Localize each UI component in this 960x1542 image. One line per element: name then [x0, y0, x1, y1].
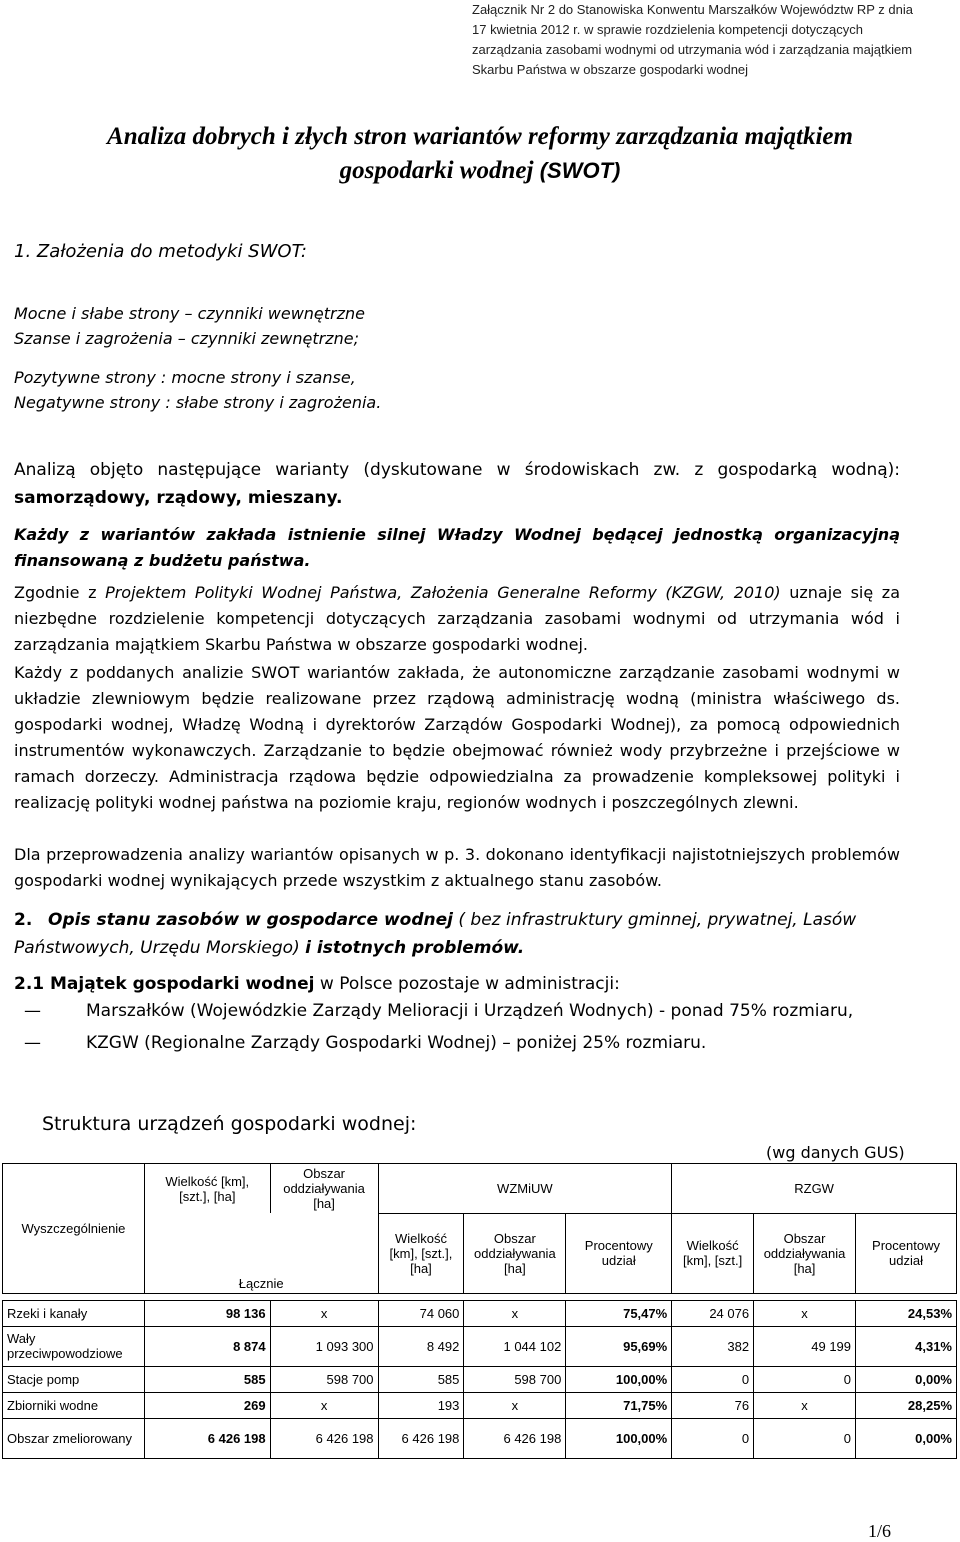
cell-wzmiuw-percent: 100,00%	[566, 1366, 672, 1392]
cell-rzgw-size: 76	[672, 1392, 754, 1418]
swot-line-1: Mocne i słabe strony – czynniki wewnętrzne	[14, 304, 365, 323]
row-label: Stacje pomp	[3, 1366, 145, 1392]
header-obszar-rzgw: Obszar oddziaływania [ha]	[754, 1213, 856, 1293]
table-separator	[3, 1293, 957, 1300]
cell-total-size: 6 426 198	[144, 1418, 270, 1458]
header-wielkosc-wzmiuw: Wielkość [km], [szt.], [ha]	[378, 1213, 464, 1293]
header-lacznie: Łącznie	[144, 1213, 378, 1293]
cell-wzmiuw-percent: 75,47%	[566, 1300, 672, 1326]
list-item	[14, 1029, 900, 1057]
cell-total-area: 1 093 300	[270, 1326, 378, 1366]
header-wzmiuw: WZMiUW	[378, 1164, 672, 1214]
header-obszar-wzmiuw: Obszar oddziaływania [ha]	[464, 1213, 566, 1293]
cell-wzmiuw-percent: 95,69%	[566, 1326, 672, 1366]
cell-rzgw-percent: 24,53%	[856, 1300, 957, 1326]
cell-rzgw-size: 0	[672, 1418, 754, 1458]
cell-rzgw-size: 382	[672, 1326, 754, 1366]
list-item-text: KZGW (Regionalne Zarządy Gospodarki Wodnej) – poniżej 25% rozmiaru.	[86, 1033, 707, 1053]
section-2-heading	[14, 906, 900, 962]
list-item-text: Marszałków (Wojewódzkie Zarządy Melioracji i Urządzeń Wodnych) - ponad 75% rozmiaru,	[86, 1001, 854, 1021]
header-wyszczegolnienie: Wyszczególnienie	[3, 1164, 145, 1294]
section-2-number: 2.	[14, 910, 33, 930]
table-row	[3, 1326, 957, 1366]
header-procent-rzgw: Procentowy udział	[856, 1213, 957, 1293]
swot-line-4: Negatywne strony : słabe strony i zagrożenia.	[14, 393, 382, 412]
paragraph-3: Dla przeprowadzenia analizy wariantów opisanych w p. 3. dokonano identyfikacji najistotniejszych problemów gospodarki wodnej wynikających przede wszystkim z aktualnego stanu zasobów.	[14, 845, 900, 890]
table-row	[3, 1366, 957, 1392]
cell-rzgw-size: 24 076	[672, 1300, 754, 1326]
cell-total-area: x	[270, 1392, 378, 1418]
title-swot: (SWOT)	[539, 158, 621, 183]
section-2-1-rest: w Polsce pozostaje w administracji:	[314, 974, 620, 994]
header-wielkosc-rzgw: Wielkość [km], [szt.]	[672, 1213, 754, 1293]
section-2-problems: i istotnych problemów.	[305, 938, 525, 958]
paragraph-1-citation: Projektem Polityki Wodnej Państwa, Założenia Generalne Reformy (KZGW, 2010)	[105, 583, 781, 602]
list-item	[14, 997, 900, 1025]
document-title	[16, 120, 944, 188]
table-row	[3, 1418, 957, 1458]
page-number: 1/6	[868, 1521, 892, 1541]
table-row	[3, 1300, 957, 1326]
cell-rzgw-area: x	[754, 1392, 856, 1418]
cell-total-area: 598 700	[270, 1366, 378, 1392]
section-2-scope: ( bez infrastruktury gminnej, prywatnej, Lasów Państwowych, Urzędu Morskiego)	[14, 910, 857, 958]
header-note: Załącznik Nr 2 do Stanowiska Konwentu Marszałków Województw RP z dnia 17 kwietnia 2012 r. w sprawie rozdzielenia kompetencji dotyczących zarządzania zasobami wodnymi od utrzymania wód i zarządzania majątkiem Skarbu Państwa w obszarze gospodarki wodnej	[472, 2, 913, 77]
section-2-title: Opis stanu zasobów w gospodarce wodnej	[48, 910, 453, 930]
cell-total-size: 269	[144, 1392, 270, 1418]
header-procent-wzmiuw: Procentowy udział	[566, 1213, 672, 1293]
variants-list: samorządowy, rządowy, mieszany.	[14, 488, 343, 508]
cell-wzmiuw-percent: 100,00%	[566, 1418, 672, 1458]
cell-wzmiuw-size: 585	[378, 1366, 464, 1392]
cell-total-area: x	[270, 1300, 378, 1326]
cell-wzmiuw-area: 6 426 198	[464, 1418, 566, 1458]
cell-rzgw-size: 0	[672, 1366, 754, 1392]
header-obszar-total: Obszar oddziaływania [ha]	[270, 1164, 378, 1214]
variants-text: Analizą objęto następujące warianty (dyskutowane w środowiskach zw. z gospodarką wodną):	[14, 460, 900, 480]
swot-line-3: Pozytywne strony : mocne strony i szanse,	[14, 368, 356, 387]
section-2-1-heading	[14, 970, 900, 998]
cell-rzgw-percent: 0,00%	[856, 1366, 957, 1392]
swot-line-2: Szanse i zagrożenia – czynniki zewnętrzne;	[14, 329, 359, 348]
cell-rzgw-percent: 0,00%	[856, 1418, 957, 1458]
dash-icon: —	[24, 1033, 41, 1053]
cell-total-size: 585	[144, 1366, 270, 1392]
administration-list	[14, 997, 900, 1057]
header-wielkosc-total: Wielkość [km], [szt.], [ha]	[144, 1164, 270, 1214]
row-label: Obszar zmeliorowany	[3, 1418, 145, 1458]
header-rzgw: RZGW	[672, 1164, 957, 1214]
paragraph-1a: Zgodnie z	[14, 583, 106, 602]
section-2-1-number: 2.1	[14, 974, 45, 994]
title-line-1: Analiza dobrych i złych stron wariantów reformy zarządzania majątkiem	[107, 123, 853, 150]
paragraph-1c: uznaje się za niezbędne rozdzielenie kompetencji dotyczących zarządzania zasobami wodnymi od utrzymania wód i zarządzania majątkiem Skarbu Państwa w obszarze gospodarki wodnej.	[14, 583, 901, 654]
title-line-2	[16, 154, 944, 188]
row-label: Wały przeciwpowodziowe	[3, 1326, 145, 1366]
paragraph-1	[14, 580, 900, 658]
cell-wzmiuw-area: x	[464, 1392, 566, 1418]
variants-paragraph	[14, 456, 900, 512]
structure-table	[2, 1163, 957, 1459]
cell-rzgw-percent: 4,31%	[856, 1326, 957, 1366]
cell-total-size: 8 874	[144, 1326, 270, 1366]
cell-rzgw-area: 49 199	[754, 1326, 856, 1366]
cell-rzgw-area: x	[754, 1300, 856, 1326]
cell-wzmiuw-area: x	[464, 1300, 566, 1326]
cell-wzmiuw-area: 598 700	[464, 1366, 566, 1392]
section-2-1-title: Majątek gospodarki wodnej	[50, 974, 315, 994]
cell-wzmiuw-size: 6 426 198	[378, 1418, 464, 1458]
source-note: (wg danych GUS)	[766, 1143, 905, 1162]
each-variant-paragraph: Każdy z wariantów zakłada istnienie silnej Władzy Wodnej będącej jednostką organizacyjną finansowaną z budżetu państwa.	[14, 525, 900, 570]
cell-wzmiuw-size: 8 492	[378, 1326, 464, 1366]
cell-wzmiuw-size: 193	[378, 1392, 464, 1418]
cell-wzmiuw-size: 74 060	[378, 1300, 464, 1326]
section-1-heading: 1. Założenia do metodyki SWOT:	[14, 241, 307, 262]
row-label: Rzeki i kanały	[3, 1300, 145, 1326]
paragraph-2: Każdy z poddanych analizie SWOT wariantów zakłada, że autonomiczne zarządzanie zasobami wodnymi w układzie zlewniowym będzie realizowane przez rządową administrację wodną (ministra właściwego ds. gospodarki wodnej, Władzę Wodną i dyrektorów Zarządów Gospodarki Wodnej), za pomocą odpowiednich instrumentów wykonawczych. Zarządzanie to będzie obejmować również wody przybrzeżne i przejściowe w ramach dorzeczy. Administracja rządowa będzie odpowiedzialna za prowadzenie kompleksowej polityki i realizację polityki wodnej państwa na poziomie kraju, regionów wodnych i poszczególnych zlewni.	[14, 663, 900, 812]
title-line-2a: gospodarki wodnej	[339, 157, 540, 184]
cell-wzmiuw-percent: 71,75%	[566, 1392, 672, 1418]
cell-total-area: 6 426 198	[270, 1418, 378, 1458]
cell-rzgw-area: 0	[754, 1418, 856, 1458]
cell-rzgw-area: 0	[754, 1366, 856, 1392]
structure-heading: Struktura urządzeń gospodarki wodnej:	[42, 1113, 417, 1135]
table-row	[3, 1392, 957, 1418]
row-label: Zbiorniki wodne	[3, 1392, 145, 1418]
cell-rzgw-percent: 28,25%	[856, 1392, 957, 1418]
dash-icon: —	[24, 1001, 41, 1021]
cell-total-size: 98 136	[144, 1300, 270, 1326]
cell-wzmiuw-area: 1 044 102	[464, 1326, 566, 1366]
